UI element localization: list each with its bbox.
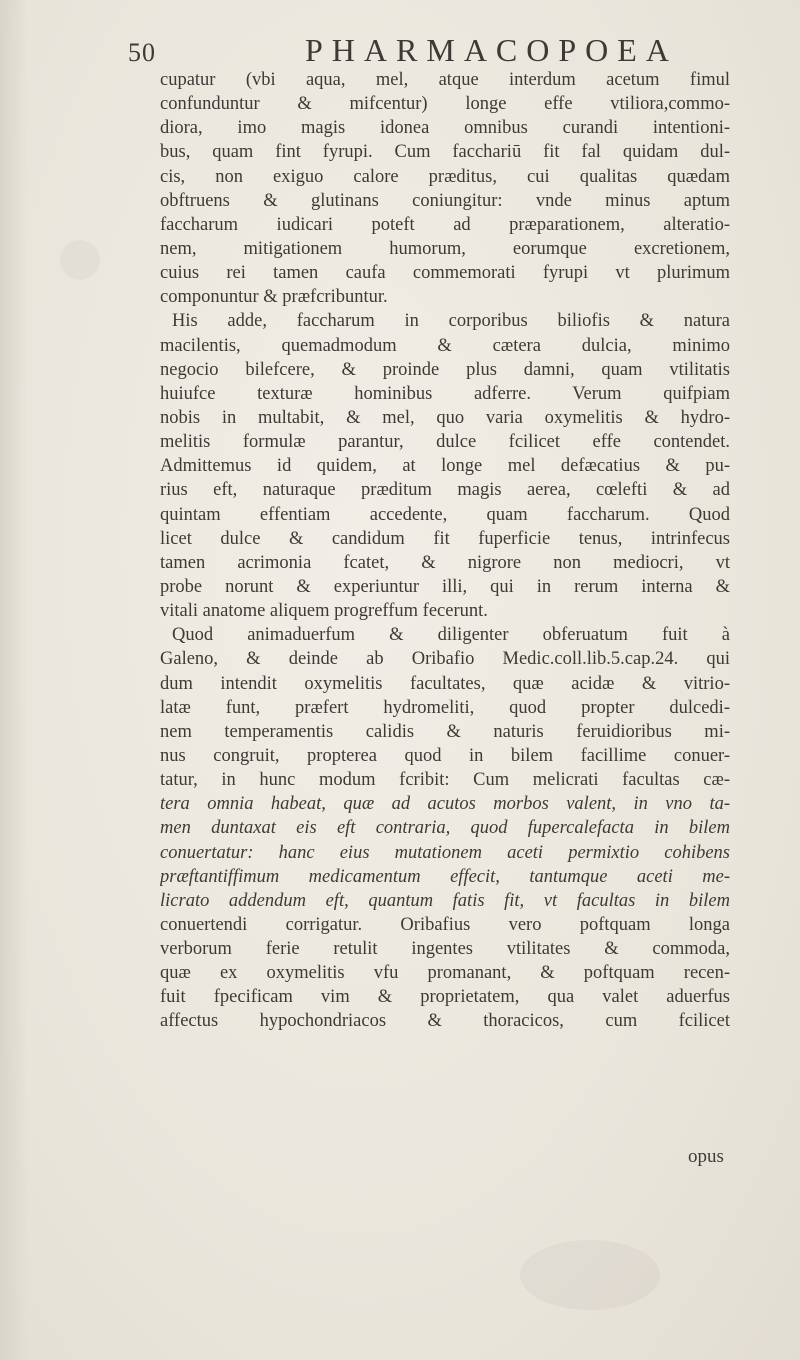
text-line: diora, imo magis idonea omnibus curandi intentioni- (160, 118, 730, 139)
text-line: faccharum iudicari poteft ad præparationem, alteratio- (160, 214, 730, 235)
text-line: affectus hypochondriacos & thoracicos, cum fcilicet (160, 1011, 730, 1032)
page-number: 50 (128, 38, 156, 67)
text-line: quæ ex oxymelitis vfu promanant, & poftquam recen- (160, 963, 730, 984)
text-line: nem, mitigationem humorum, eorumque excretionem, (160, 238, 730, 259)
text-line: men duntaxat eis eft contraria, quod fupercalefacta in bilem (160, 818, 730, 839)
text-line: confunduntur & mifcentur) longe effe vtiliora,commo- (160, 94, 730, 115)
page-edge-shadow (0, 0, 28, 1360)
text-line: vitali anatome aliquem progreffum fecerunt. (160, 601, 488, 622)
text-line: dum intendit oxymelitis facultates, quæ acidæ & vitrio- (160, 673, 730, 694)
text-line: fuit fpecificam vim & proprietatem, qua valet aduerfus (160, 987, 730, 1008)
text-line: conuertendi corrigatur. Oribafius vero poftquam longa (160, 914, 730, 935)
text-line: Galeno, & deinde ab Oribafio Medic.coll.lib.5.cap.24. qui (160, 649, 730, 670)
paper-stain (520, 1240, 660, 1310)
text-line: cis, non exiguo calore præditus, cui qualitas quædam (160, 166, 730, 187)
text-line: nobis in multabit, & mel, quo varia oxymelitis & hydro- (160, 407, 730, 428)
text-line: tatur, in hunc modum fcribit: Cum melicrati facultas cæ- (160, 770, 730, 791)
text-line: verborum ferie retulit ingentes vtilitates & commoda, (160, 939, 730, 960)
text-line: præftantiffimum medicamentum effecit, tantumque aceti me- (160, 866, 730, 887)
text-line: latæ funt, præfert hydromeliti, quod propter dulcedi- (160, 697, 730, 718)
text-line: melitis formulæ parantur, dulce fcilicet effe contendet. (160, 432, 730, 453)
text-line: nus congruit, propterea quod in bilem facillime conuer- (160, 745, 730, 766)
text-line: conuertatur: hanc eius mutationem aceti permixtio cohibens (160, 842, 730, 863)
text-line: bus, quam fint fyrupi. Cum facchariū fit fal quidam dul- (160, 142, 730, 163)
text-line: negocio bilefcere, & proinde plus damni, quam vtilitatis (160, 359, 730, 380)
text-line: licrato addendum eft, quantum fatis fit, vt facultas in bilem (160, 890, 730, 911)
paper-stain (60, 240, 100, 280)
text-line: tera omnia habeat, quæ ad acutos morbos valent, in vno ta- (160, 794, 730, 815)
text-line: cupatur (vbi aqua, mel, atque interdum acetum fimul (160, 70, 730, 90)
text-line: Admittemus id quidem, at longe mel defæcatius & pu- (160, 456, 730, 477)
text-line: macilentis, quemadmodum & cætera dulcia, minimo (160, 335, 730, 356)
text-line: licet dulce & candidum fit fuperficie tenus, intrinfecus (160, 528, 730, 549)
running-title: PHARMACOPOEA (305, 32, 678, 68)
text-line: Quod animaduerfum & diligenter obferuatum fuit à (172, 625, 730, 646)
text-line: nem temperamentis calidis & naturis feruidioribus mi- (160, 721, 730, 742)
text-line: quintam effentiam accedente, quam faccharum. Quod (160, 504, 730, 525)
text-line: probe norunt & experiuntur illi, qui in rerum interna & (160, 576, 730, 597)
body-text (160, 68, 730, 1034)
text-line: rius eft, naturaque præditum magis aerea, cœlefti & ad (160, 480, 730, 501)
text-line: tamen acrimonia fcatet, & nigrore non mediocri, vt (160, 552, 730, 573)
text-line: huiufce texturæ hominibus adferre. Verum quifpiam (160, 383, 730, 404)
text-line: componuntur & præfcribuntur. (160, 287, 388, 308)
text-line: cuius rei tamen caufa commemorati fyrupi vt plurimum (160, 263, 730, 284)
text-line: His adde, faccharum in corporibus biliofis & natura (172, 311, 730, 332)
catchword: opus (688, 1146, 724, 1167)
page-header (110, 22, 750, 70)
text-line: obftruens & glutinans coniungitur: vnde minus aptum (160, 190, 730, 211)
